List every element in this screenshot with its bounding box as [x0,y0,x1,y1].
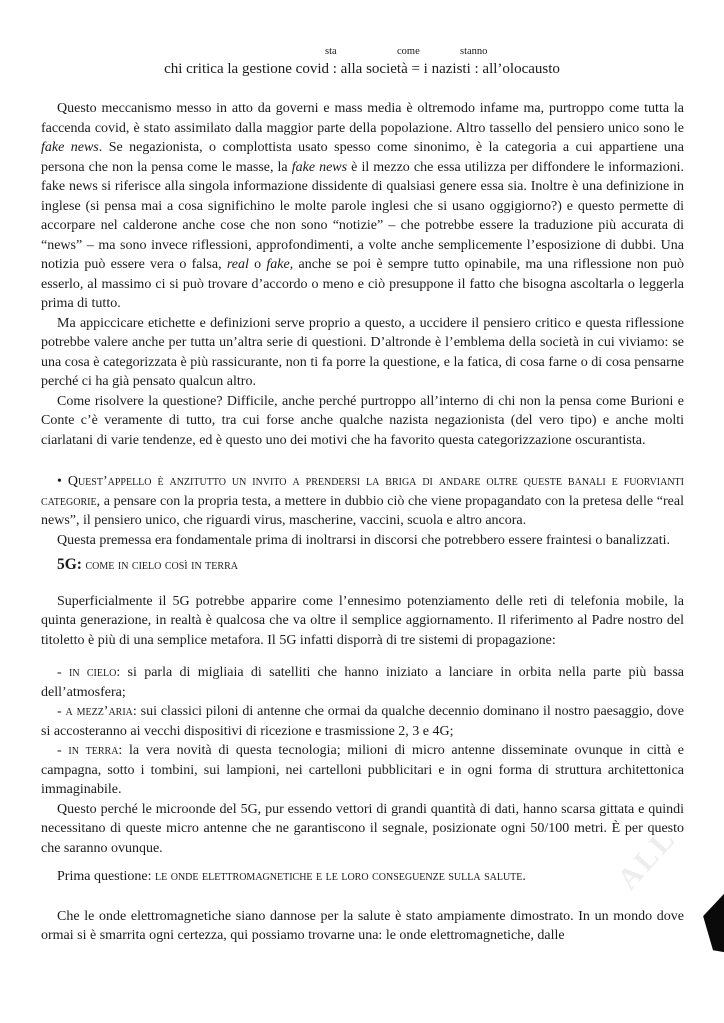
text-run: : sui classici piloni di antenne che ormai da qualche decennio dominano il nostro paesaggio, dove si accosteranno ai vecchi dispositivi di ricezione e trasmissione 2, 3 e 4G; [41,704,684,739]
text-run: le onde elettromagnetiche e le loro conseguenze sulla salute. [155,869,526,884]
question-line [41,867,684,887]
faint-watermark: ALL [611,821,683,896]
text-run: come in cielo così in terra [81,558,238,573]
annotation-sta: sta [325,46,337,57]
text-run: Prima questione: [57,869,155,884]
text-run: Come risolvere la questione? Difficile, anche perché purtroppo all’interno di chi non la pensa come Burioni e Conte c’è veramente di tutto, tra cui forse anche qualche nazista negazionista (del vero tipo) e anche molti ciarlatani di varie tendenze, ed è questo uno dei motivi che ha favorito questa categorizzazione oscurantista. [41,393,684,448]
scan-corner-artifact [702,892,724,954]
section-heading [41,555,684,576]
text-run: Che le onde elettromagnetiche siano dannose per la salute è stato ampiamente dimostrato. In un mondo dove ormai si è smarrita ogni certezza, qui possiamo trovarne una: le onde elettromagnetiche, dalle [41,908,684,943]
text-run: Questo meccanismo messo in atto da governi e mass media è oltremodo infame ma, purtroppo come tutta la faccenda covid, è stato assimilato dalla maggior parte della popolazione. Altro tassello del pensiero unico sono le [41,101,684,136]
annotation-come: come [397,46,420,57]
text-run: . Se negazionista, o complottista usato spesso come sinonimo, è la categoria a cui appartiene una persona che non la pensa come le masse, la [41,140,684,175]
text-run: a mezz’aria [65,704,133,719]
text-run: fake news [291,159,348,175]
paragraph [41,592,684,651]
annotation-stanno: stanno [460,46,488,57]
text-run: , anche se poi è sempre tutto opinabile, ma una riflessione non può esserlo, al massimo ci si può trovare d’accordo o meno e ciò presuppone il fatto che bisogna ascoltarla o leggerla prima di tutto. [41,257,684,311]
document-body [41,99,684,946]
paragraph [41,907,684,946]
paragraph [41,800,684,859]
bullet-paragraph [41,472,684,531]
paragraph [41,531,684,551]
text-run: - [57,743,69,758]
analogy-line: chi critica la gestione covid : alla società = i nazisti : all’olocausto [164,61,560,77]
paragraph [41,99,684,314]
text-run: 5G: [57,556,82,573]
text-run: Superficialmente il 5G potrebbe apparire come l’ennesimo potenziamento delle reti di telefonia mobile, la quinta generazione, in realtà è qualcosa che va oltre il semplice aggiornamento. Il riferimento al Padre nostro del titoletto è più di una semplice metafora. Il 5G infatti disporrà di tre sistemi di propagazione: [41,593,684,648]
text-run: , a pensare con la propria testa, a mettere in dubbio ciò che viene propagandato con la pretesa delle “real news”, il pensiero unico, che riguardi virus, mascherine, vaccini, scuola e altro ancora. [41,493,684,528]
text-run: Questo perché le microonde del 5G, pur essendo vettori di grandi quantità di dati, hanno scarsa gittata e quindi necessitano di queste micro antenne che ne garantiscono il segnale, posizionate ogni 50/100 metri. È per questo che saranno ovunque. [41,801,684,856]
text-run: fake news [41,140,99,155]
text-run: fake [266,257,290,272]
list-item [41,663,684,702]
text-run: - [57,704,66,719]
text-run: - [57,665,69,680]
paragraph [41,314,684,392]
paragraph [41,392,684,451]
text-run: : si parla di migliaia di satelliti che hanno iniziato a lanciare in orbita nella parte più bassa dell’atmosfera; [41,665,684,700]
list-item [41,702,684,741]
text-run: real [226,257,249,272]
text-run: in terra [68,743,119,758]
text-run: : la vera novità di questa tecnologia; milioni di micro antenne disseminate ovunque in città e campagna, sotto i tombini, sui lampioni, nei cartelloni pubblicitari e in ogni forma di struttura architettonica immaginabile. [41,743,684,797]
text-run: Quest’appello è anzitutto un invito a prendersi la briga di andare oltre queste banali e fuorvianti categorie [41,474,684,509]
text-run: Questa premessa era fondamentale prima di inoltrarsi in discorsi che potrebbero essere fraintesi o banalizzati. [57,532,671,548]
text-run: • [57,474,68,489]
text-run: è il mezzo che essa utilizza per diffondere le informazioni. fake news si riferisce alla singola informazione dissidente di qualsiasi genere essa sia. Inoltre è una definizione in inglese (si pensa mai a cosa significhino le molte parole inglesi che si usano oggigiorno?) e questo permette di accorpare nel calderone anche cose che non sono “notizie” – che potrebbe essere la traduzione più accurata di “news” – ma sono invece riflessioni, approfondimenti, a volte anche semplicemente l’esposizione di dubbi. Una notizia può essere vera o falsa, [41,159,685,272]
text-run: in cielo [69,665,117,680]
text-run: o [248,257,267,272]
text-run: Ma appiccicare etichette e definizioni serve proprio a questo, a uccidere il pensiero critico e questa riflessione potrebbe valere anche per tutta un’altra serie di questioni. D’altronde è l’emblema della società in cui viviamo: se una cosa è categorizzata è più rassicurante, non ti fa porre la questione, e la fatica, di cosa farne o di cosa pensarne perché ci ha già pensato qualcun altro. [41,315,684,389]
list-item [41,741,684,800]
